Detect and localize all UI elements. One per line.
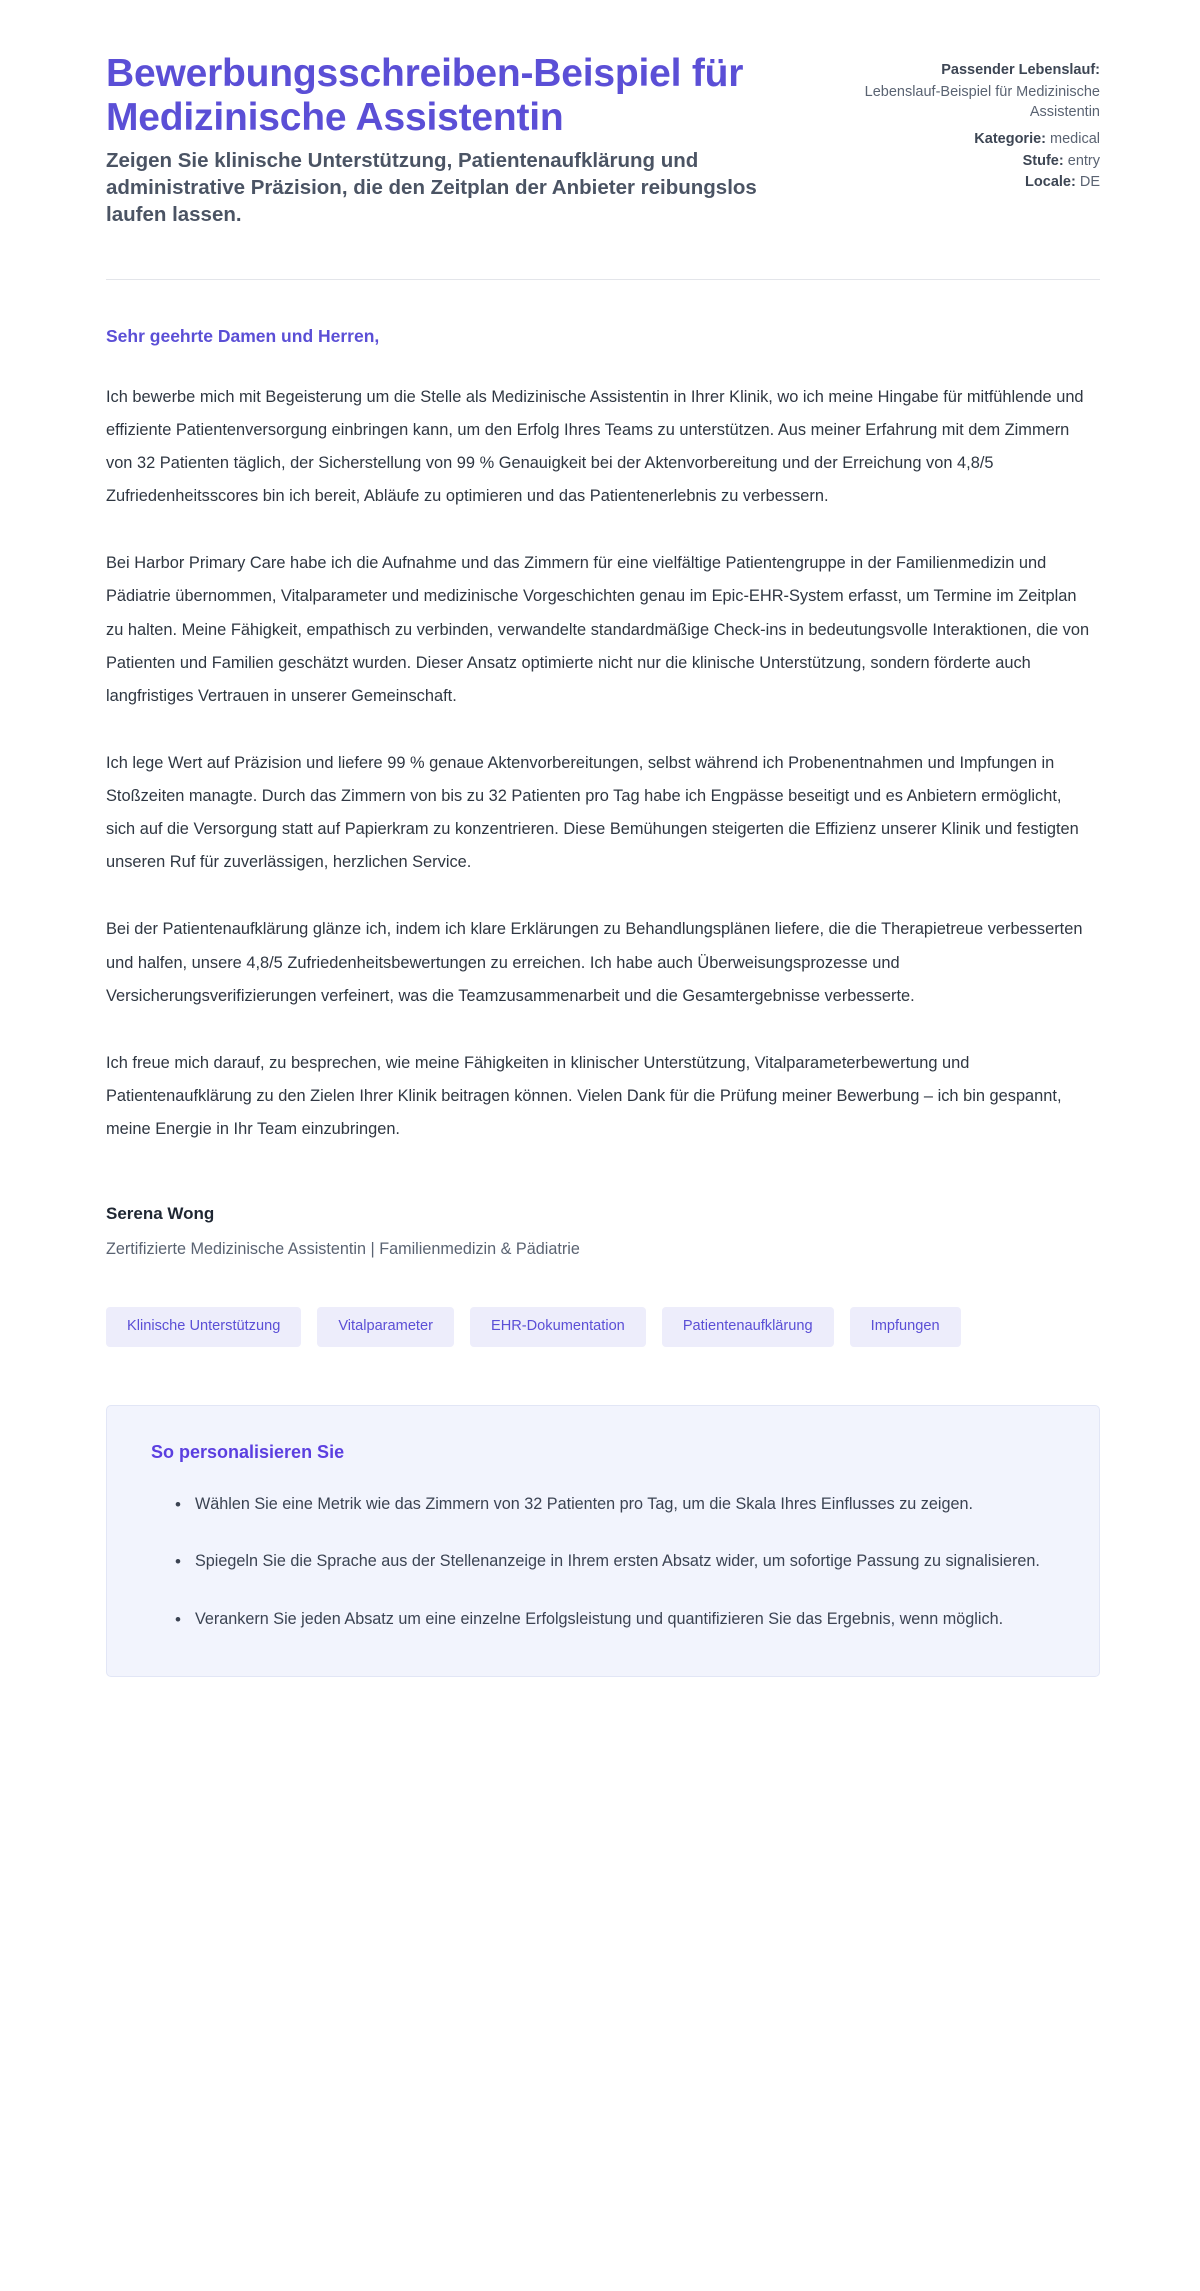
skill-tag[interactable]: Impfungen xyxy=(850,1307,961,1347)
callout-tip-list xyxy=(151,1489,1055,1636)
document-metadata-panel xyxy=(810,52,1100,194)
meta-level-label: Stufe: xyxy=(1022,152,1064,169)
cover-letter-body xyxy=(106,280,1100,1260)
letter-paragraph: Ich bewerbe mich mit Begeisterung um die Stelle als Medizinische Assistentin in Ihrer Klinik, wo ich meine Hingabe für mitfühlende und effiziente Patientenversorgung einbringen kann, um den Erfolg Ihres Teams zu unterstützen. Aus meiner Erfahrung mit dem Zimmern von 32 Patienten täglich, der Sicherstellung von 99 % Genauigkeit bei der Aktenvorbereitung und der Erreichung von 4,8/5 Zufriedenheitsscores bin ich bereit, Abläufe zu optimieren und das Patientenerlebnis zu verbessern. xyxy=(106,387,1084,506)
meta-locale-label: Locale: xyxy=(1025,174,1076,191)
meta-resume-label-text: Passender Lebenslauf: xyxy=(941,62,1100,78)
header-title-block xyxy=(106,52,770,229)
signature-role: Zertifizierte Medizinische Assistentin | Familienmedizin & Pädiatrie xyxy=(106,1240,580,1259)
page-title: Bewerbungsschreiben-Beispiel für Medizinische Assistentin xyxy=(106,52,744,140)
skill-tag[interactable]: EHR-Dokumentation xyxy=(470,1307,646,1347)
letter-paragraph: Bei der Patientenaufklärung glänze ich, indem ich klare Erklärungen zu Behandlungsplänen liefere, die die Therapietreue verbesserten und halfen, unsere 4,8/5 Zufriedenheitsbewertungen zu erreichen. Ich habe auch Überweisungsprozesse und Versicherungsverifizierungen verfeinert, was die Teamzusammenarbeit und die Gesamtergebnisse verbesserte. xyxy=(106,920,1083,1005)
meta-locale xyxy=(810,172,1100,194)
skill-tag-list xyxy=(106,1307,1100,1347)
letter-paragraph: Ich lege Wert auf Präzision und liefere 99 % genaue Aktenvorbereitungen, selbst während ich Probenentnahmen und Impfungen in Stoßzeiten managte. Durch das Zimmern von bis zu 32 Patienten pro Tag habe ich Engpässe beseitigt und es Anbietern ermöglicht, sich auf die Versorgung statt auf Papierkram zu konzentrieren. Diese Bemühungen steigerten die Effizienz unserer Klinik und festigten unseren Ruf für zuverlässigen, herzlichen Service. xyxy=(106,753,1079,872)
letter-paragraph: Ich freue mich darauf, zu besprechen, wie meine Fähigkeiten in klinischer Unterstützung, Vitalparameterbewertung und Patientenaufklärung zu den Zielen Ihrer Klinik beitragen können. Vielen Dank für die Prüfung meiner Bewerbung – ich bin gespannt, meine Energie in Ihr Team einzubringen. xyxy=(106,1053,1062,1139)
skill-tag[interactable]: Patientenaufklärung xyxy=(662,1307,834,1347)
meta-resume-label xyxy=(810,60,1100,82)
meta-resume-value: Lebenslauf-Beispiel für Medizinische Assistentin xyxy=(864,83,1100,121)
callout-tip-item: • Wählen Sie eine Metrik wie das Zimmern von 32 Patienten pro Tag, um die Skala Ihres Einflusses zu zeigen. xyxy=(175,1489,1055,1521)
meta-locale-value: DE xyxy=(1079,174,1100,191)
meta-matching-resume xyxy=(810,60,1100,123)
meta-category-label: Kategorie: xyxy=(974,130,1046,147)
skill-tag[interactable]: Vitalparameter xyxy=(317,1307,454,1347)
meta-category xyxy=(810,129,1100,151)
page-subtitle: Zeigen Sie klinische Unterstützung, Patientenaufklärung und administrative Präzision, die den Zeitplan der Anbieter reibungslos laufen lassen. xyxy=(106,148,757,227)
signature-name: Serena Wong xyxy=(106,1204,215,1224)
page-header xyxy=(106,52,1100,229)
skill-tag[interactable]: Klinische Unterstützung xyxy=(106,1307,301,1347)
letter-paragraph: Bei Harbor Primary Care habe ich die Aufnahme und das Zimmern für eine vielfältige Patientengruppe in der Familienmedizin und Pädiatrie übernommen, Vitalparameter und medizinische Vorgeschichten genau im Epic-EHR-System erfasst, um Termine im Zeitplan zu halten. Meine Fähigkeit, empathisch zu verbinden, verwandelte standardmäßige Check-ins in bedeutungsvolle Interaktionen, die von Patienten und Familien geschätzt wurden. Dieser Ansatz optimierte nicht nur die klinische Unterstützung, sondern förderte auch langfristiges Vertrauen in unserer Gemeinschaft. xyxy=(106,554,1090,705)
meta-level xyxy=(810,151,1100,173)
personalization-callout xyxy=(106,1405,1100,1677)
callout-tip-item: • Verankern Sie jeden Absatz um eine einzelne Erfolgsleistung und quantifizieren Sie das Ergebnis, wenn möglich. xyxy=(175,1604,1055,1636)
letter-salutation: Sehr geehrte Damen und Herren, xyxy=(106,325,380,346)
callout-title: So personalisieren Sie xyxy=(151,1441,345,1462)
meta-level-value: entry xyxy=(1067,152,1100,169)
callout-tip-item: • Spiegeln Sie die Sprache aus der Stellenanzeige in Ihrem ersten Absatz wider, um sofortige Passung zu signalisieren. xyxy=(175,1546,1055,1578)
meta-category-value: medical xyxy=(1050,130,1100,147)
letter-signature xyxy=(106,1204,1100,1259)
